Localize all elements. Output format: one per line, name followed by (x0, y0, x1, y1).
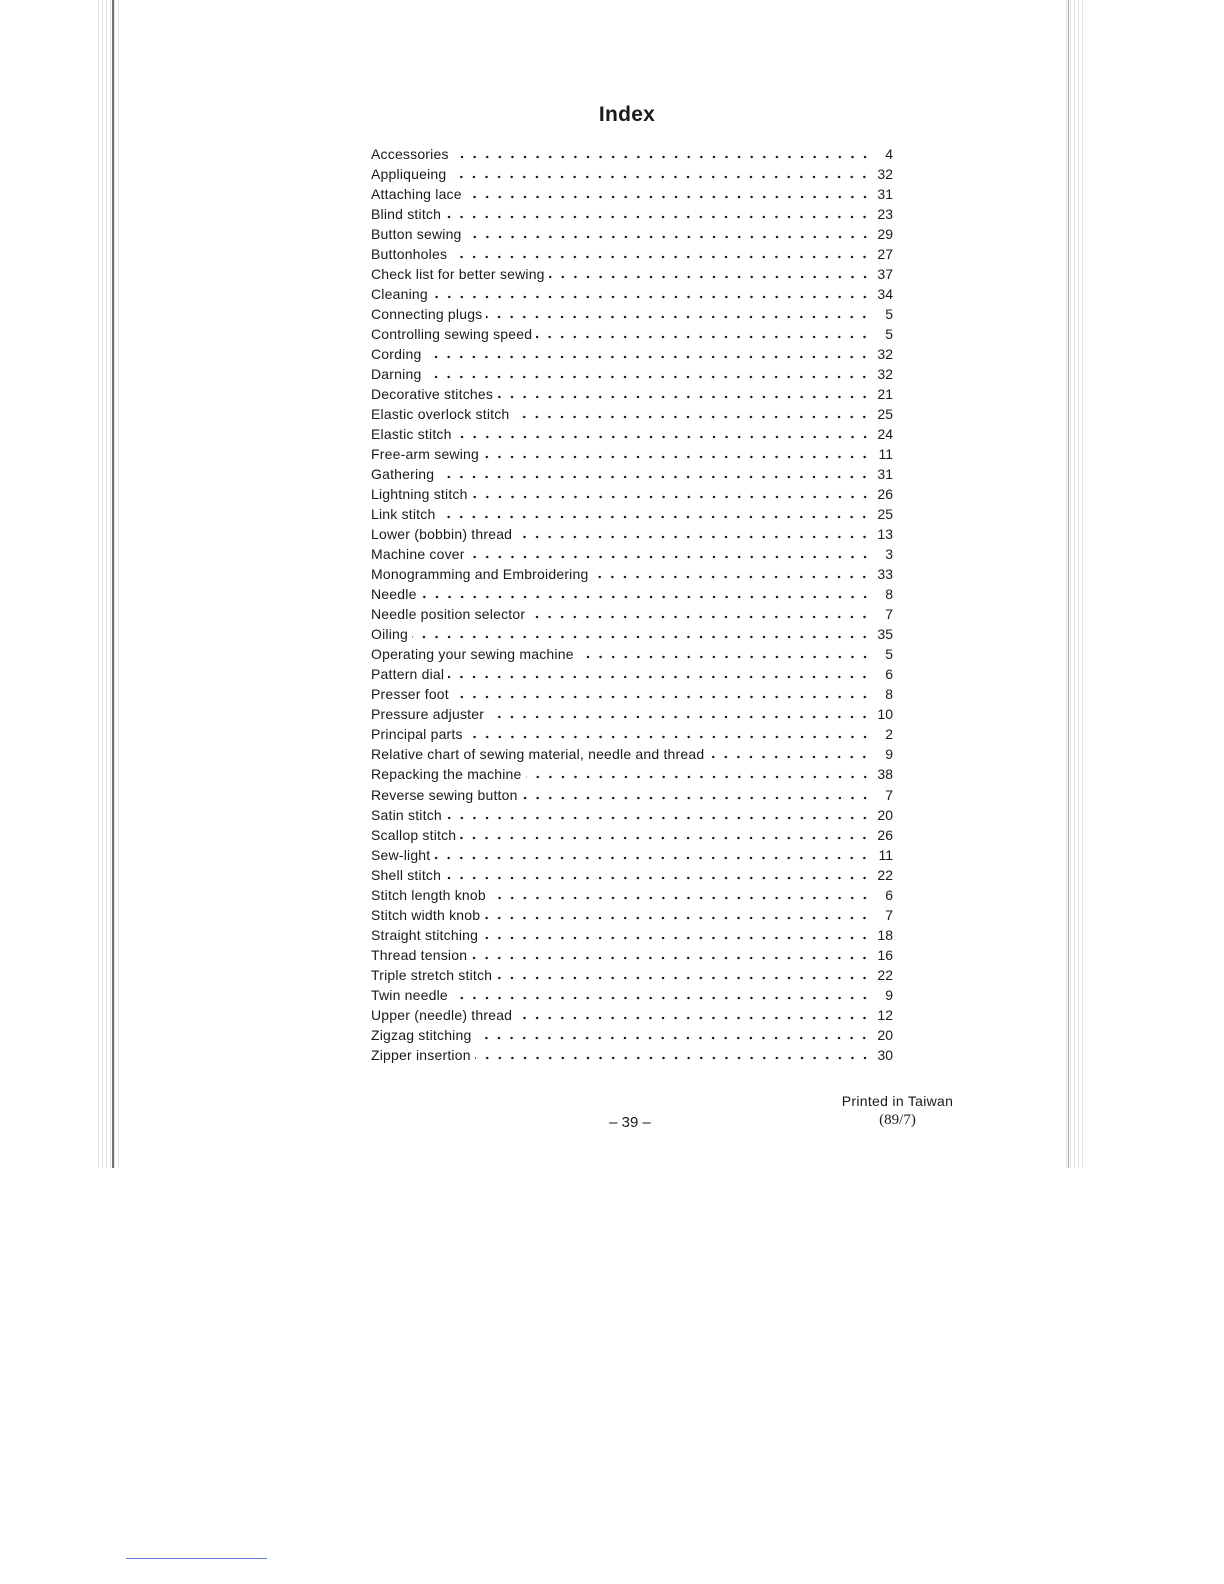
dot-leader (445, 868, 871, 880)
index-entry-label: Zipper insertion (371, 1046, 471, 1063)
index-entry-page: 32 (877, 366, 893, 383)
index-entry-label: Satin stitch (371, 806, 442, 823)
index-entry-label: Check list for better sewing (371, 266, 545, 283)
printed-in-note: Printed in Taiwan (841, 1093, 954, 1109)
dot-leader (434, 848, 871, 860)
dot-leader (472, 487, 871, 499)
index-entry-page: 8 (885, 586, 893, 603)
index-entry (371, 324, 893, 344)
dot-leader (497, 387, 871, 399)
index-entry-page: 27 (877, 246, 893, 263)
index-entry-label: Accessories (371, 146, 449, 162)
dot-leader (466, 227, 871, 239)
dot-leader (453, 147, 871, 159)
index-entry-page: 29 (877, 226, 893, 243)
index-entry (371, 885, 893, 905)
index-entry (371, 724, 893, 744)
index-entry-label: Scallop stitch (371, 826, 457, 843)
dot-leader (450, 167, 871, 179)
index-entry-page: 18 (877, 926, 893, 943)
index-entry (371, 945, 893, 965)
index-entry-label: Gathering (371, 466, 435, 483)
index-entry-label: Buttonholes (371, 246, 448, 263)
index-entry-label: Machine cover (371, 546, 465, 563)
index-entry-label: Triple stretch stitch (371, 966, 493, 983)
dot-leader (708, 747, 871, 759)
index-entry (371, 224, 893, 244)
index-entry (371, 464, 893, 484)
index-entry-page: 20 (877, 1026, 893, 1043)
index-entry-label: Cording (371, 346, 422, 363)
index-entry-page: 23 (877, 206, 893, 223)
index-entry (371, 604, 893, 624)
index-entry-label: Needle (371, 586, 417, 603)
index-entry (371, 845, 893, 865)
index-entry-label: Appliqueing (371, 166, 447, 183)
dot-leader (439, 507, 871, 519)
page-number: – 39 – (609, 1114, 651, 1131)
index-entry-label: Connecting plugs (371, 306, 483, 323)
index-entry-page: 31 (877, 186, 893, 203)
index-entry-page: 12 (877, 1006, 893, 1023)
index-entry-page: 5 (885, 306, 893, 323)
dot-leader (526, 767, 871, 779)
index-entry-page: 7 (885, 606, 893, 623)
dot-leader (452, 988, 871, 1000)
index-entry (371, 564, 893, 584)
dot-leader (469, 547, 871, 559)
index-entry-label: Elastic stitch (371, 426, 452, 443)
index-entry (371, 785, 893, 805)
index-entry-page: 10 (877, 706, 893, 723)
index-entry-label: Attaching lace (371, 186, 462, 203)
index-entry-page: 7 (885, 786, 893, 803)
scan-edge-right (1066, 0, 1084, 1168)
index-entry-page: 26 (877, 826, 893, 843)
dot-leader (592, 567, 871, 579)
index-entry-page: 6 (885, 886, 893, 903)
index-entry (371, 805, 893, 825)
index-entry-label: Thread tension (371, 946, 468, 963)
index-entry-label: Reverse sewing button (371, 786, 518, 803)
index-entry (371, 524, 893, 544)
index-entry-label: Link stitch (371, 506, 436, 523)
index-entry-page: 16 (877, 946, 893, 963)
dot-leader (490, 888, 871, 900)
dot-leader (466, 187, 871, 199)
index-entry (371, 825, 893, 845)
index-entry-label: Controlling sewing speed (371, 326, 533, 343)
index-entry-label: Cleaning (371, 286, 428, 303)
index-entry (371, 684, 893, 704)
dot-leader (448, 667, 871, 679)
dot-leader (522, 788, 871, 800)
index-entry-label: Operating your sewing machine (371, 646, 574, 663)
dot-leader (475, 1048, 871, 1060)
index-entry-page: 6 (885, 666, 893, 683)
footer-rule (126, 1558, 267, 1559)
dot-leader (516, 1008, 871, 1020)
index-entry-label: Principal parts (371, 726, 463, 743)
index-entry-page: 20 (877, 806, 893, 823)
dot-leader (482, 928, 871, 940)
scan-edge-left (98, 0, 120, 1168)
index-entry-page: 13 (877, 526, 893, 543)
dot-leader (453, 687, 871, 699)
index-entry-label: Zigzag stitching (371, 1026, 472, 1043)
index-entry (371, 985, 893, 1005)
index-entry-page: 9 (885, 746, 893, 763)
dot-leader (484, 908, 871, 920)
index-entry-label: Lightning stitch (371, 486, 468, 503)
index-entry-label: Stitch length knob (371, 886, 486, 903)
index-entry-page: 38 (877, 766, 893, 783)
index-entry (371, 344, 893, 364)
dot-leader (446, 808, 871, 820)
index-entry (371, 444, 893, 464)
index-entry-page: 30 (877, 1046, 893, 1063)
index-entry-label: Upper (needle) thread (371, 1006, 513, 1023)
dot-leader (460, 828, 871, 840)
index-entry (371, 644, 893, 664)
index-entry (371, 144, 893, 164)
index-entry (371, 384, 893, 404)
print-code: (89/7) (879, 1112, 916, 1128)
index-entry-page: 32 (877, 346, 893, 363)
index-entry-page: 37 (877, 266, 893, 283)
index-entry (371, 244, 893, 264)
index-entry-page: 25 (877, 406, 893, 423)
index-list (371, 144, 893, 1065)
dot-leader (445, 207, 871, 219)
index-entry (371, 484, 893, 504)
dot-leader (529, 607, 871, 619)
index-entry-page: 31 (877, 466, 893, 483)
index-entry-page: 22 (877, 866, 893, 883)
index-entry (371, 905, 893, 925)
index-entry (371, 584, 893, 604)
dot-leader (425, 367, 871, 379)
dot-leader (421, 587, 871, 599)
index-entry-label: Relative chart of sewing material, needle and thread (371, 746, 705, 763)
dot-leader (513, 407, 871, 419)
index-entry-label: Stitch width knob (371, 906, 481, 923)
index-entry-label: Monogramming and Embroidering (371, 566, 589, 583)
index-entry-page: 8 (885, 686, 893, 703)
index-entry-page: 34 (877, 286, 893, 303)
dot-leader (471, 948, 871, 960)
dot-leader (549, 267, 871, 279)
index-entry-page: 25 (877, 506, 893, 523)
dot-leader (516, 527, 871, 539)
index-entry (371, 164, 893, 184)
dot-leader (496, 968, 871, 980)
index-entry-page: 9 (885, 986, 893, 1003)
index-entry (371, 424, 893, 444)
index-entry (371, 364, 893, 384)
index-entry (371, 764, 893, 784)
dot-leader (438, 467, 871, 479)
index-entry-page: 35 (877, 626, 893, 643)
index-entry (371, 504, 893, 524)
dot-leader (578, 647, 871, 659)
page-title: Index (598, 103, 656, 126)
dot-leader (483, 447, 871, 459)
index-entry-page: 5 (885, 326, 893, 343)
index-entry (371, 1045, 893, 1065)
index-entry-page: 3 (885, 546, 893, 563)
index-entry (371, 264, 893, 284)
index-entry-label: Blind stitch (371, 206, 442, 223)
index-entry-page: 11 (878, 846, 893, 863)
dot-leader (425, 347, 871, 359)
index-entry-page: 21 (877, 386, 893, 403)
index-entry (371, 664, 893, 684)
dot-leader (467, 727, 871, 739)
index-entry (371, 744, 893, 764)
index-entry-label: Shell stitch (371, 866, 442, 883)
index-entry (371, 925, 893, 945)
index-entry (371, 624, 893, 644)
index-entry (371, 184, 893, 204)
index-entry (371, 865, 893, 885)
index-entry-label: Oiling (371, 626, 408, 643)
index-entry-label: Pressure adjuster (371, 706, 485, 723)
index-entry-label: Sew-light (371, 846, 431, 863)
dot-leader (536, 327, 871, 339)
index-entry-label: Darning (371, 366, 422, 383)
index-entry (371, 1005, 893, 1025)
dot-leader (456, 427, 871, 439)
index-entry (371, 204, 893, 224)
index-entry-page: 7 (885, 906, 893, 923)
index-entry-page: 32 (877, 166, 893, 183)
index-entry-label: Needle position selector (371, 606, 526, 623)
index-entry (371, 704, 893, 724)
index-entry-label: Pattern dial (371, 666, 445, 683)
index-entry-page: 26 (877, 486, 893, 503)
index-entry-label: Free-arm sewing (371, 446, 480, 463)
index-entry-label: Presser foot (371, 686, 449, 703)
index-entry-label: Straight stitching (371, 926, 479, 943)
index-entry-label: Elastic overlock stitch (371, 406, 510, 423)
index-entry-page: 22 (877, 966, 893, 983)
index-entry (371, 404, 893, 424)
index-entry-page: 5 (885, 646, 893, 663)
index-entry (371, 965, 893, 985)
index-entry-page: 4 (885, 146, 893, 162)
index-entry-label: Decorative stitches (371, 386, 494, 403)
dot-leader (451, 247, 871, 259)
index-entry-label: Twin needle (371, 986, 448, 1003)
dot-leader (488, 707, 871, 719)
dot-leader (412, 627, 871, 639)
index-entry-page: 33 (877, 566, 893, 583)
index-entry (371, 1025, 893, 1045)
dot-leader (475, 1028, 871, 1040)
index-entry (371, 284, 893, 304)
index-entry-label: Lower (bobbin) thread (371, 526, 513, 543)
dot-leader (486, 307, 871, 319)
index-entry-page: 2 (885, 726, 893, 743)
index-entry-label: Repacking the machine (371, 766, 522, 783)
index-entry (371, 304, 893, 324)
dot-leader (432, 287, 871, 299)
index-entry-page: 24 (877, 426, 893, 443)
index-entry (371, 544, 893, 564)
index-entry-page: 11 (878, 446, 893, 463)
index-entry-label: Button sewing (371, 226, 462, 243)
